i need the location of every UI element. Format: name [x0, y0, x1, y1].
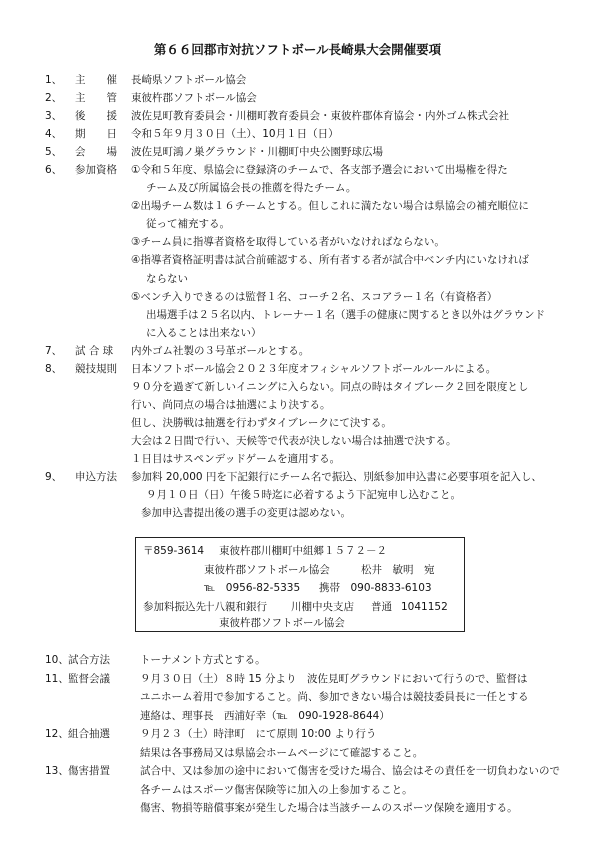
account-holder: 東彼杵郡ソフトボール協会: [219, 617, 345, 629]
item-line: 参加申込書提出後の選手の変更は認めない。: [141, 507, 351, 520]
item-number: 10、: [45, 654, 69, 666]
item-line: 波佐見町教育委員会・川棚町教育委員会・東彼杵郡体育協会・内外ゴム株式会社: [131, 110, 509, 123]
recipient: 松井 敏明 宛: [361, 564, 435, 576]
item-line: 各チームはスポーツ傷害保険等に加入の上参加すること。: [140, 783, 413, 796]
item-line: ９月２３（土）時津町 にて原則 10:00 より行う: [140, 728, 377, 740]
item-label: 組合抽選: [68, 728, 110, 740]
item-line: チーム及び所属協会長の推薦を得たチーム。: [146, 182, 357, 195]
item-number: 1、: [45, 74, 63, 86]
item-line: 大会は２日間で行い、天候等で代表が決しない場合は抽選で決する。: [131, 434, 457, 447]
item-line: 連絡は、理事長 西浦好幸（℡ 090-1928-8644）: [140, 709, 390, 722]
item-line: ９月３０日（土）８時 15 分より 波佐見町グラウンドにおいて行うので、監督は: [140, 672, 528, 685]
account-type: 普通: [371, 601, 392, 613]
account-holder-line: [136, 614, 464, 632]
item-content: [140, 762, 590, 818]
item-list-main: [45, 71, 590, 522]
contact-address-line: [136, 542, 464, 560]
item-number: 7、: [45, 344, 63, 357]
contact-box: [135, 537, 465, 632]
item-line: ９０分を過ぎて新しいイニングに入らない。同点の時はタイブレーク２回を限度とし: [131, 380, 529, 393]
item-injury-measures: [45, 762, 590, 818]
item-list-after: [45, 651, 590, 818]
item-label: 参加資格: [75, 164, 117, 177]
item-content: [131, 360, 590, 468]
item-dates: [45, 125, 590, 143]
item-content: [131, 125, 590, 143]
organization: 東彼杵郡ソフトボール協会: [204, 564, 330, 576]
item-line: トーナメント方式とする。: [140, 654, 266, 666]
item-line: 結果は各事務局又は県協会ホームページにて確認すること。: [140, 746, 424, 759]
contact-phone-line: [136, 579, 464, 597]
item-draw: [45, 725, 590, 762]
item-content: [140, 725, 590, 762]
item-content: [131, 143, 590, 161]
item-venue: [45, 143, 590, 161]
item-label: 会 場: [75, 146, 117, 159]
item-line: 出場選手は２５名以内、トレーナー１名（選手の健康に関するとき以外はグラウンド: [146, 308, 545, 321]
item-line: 令和５年９月３０日（土）、10月１日（日）: [131, 128, 339, 141]
item-managers-meeting: [45, 670, 590, 726]
item-sponsors: [45, 107, 590, 125]
item-line: 従って補充する。: [146, 218, 230, 231]
item-label: 期 日: [75, 128, 117, 141]
item-label: 傷害措置: [68, 765, 110, 777]
item-line: ９月１０日（日）午後５時迄に必着するよう下記宛申し込むこと。: [146, 489, 461, 502]
item-number: 3、: [45, 110, 63, 123]
item-line: に入ることは出来ない）: [146, 326, 262, 339]
item-number: 13、: [45, 765, 69, 777]
item-content: [131, 89, 590, 107]
item-line: ③チーム員に指導者資格を取得している者がいなければならない。: [131, 236, 445, 249]
item-line: 参加料 20,000 円を下記銀行にチーム名で振込、別紙参加申込書に必要事項を記入し、: [131, 471, 542, 484]
item-format: [45, 651, 590, 670]
item-content: [131, 107, 590, 125]
item-line: 内外ゴム社製の３号革ボールとする。: [131, 344, 310, 357]
item-number: 11、: [45, 672, 69, 685]
bank-branch: 川棚中央支店: [291, 601, 354, 613]
item-number: 8、: [45, 362, 63, 375]
item-number: 4、: [45, 128, 63, 141]
item-organizer: [45, 71, 590, 89]
item-application: [45, 468, 590, 522]
address: 東彼杵郡川棚町中組郷１５７２－２: [219, 545, 387, 557]
bank-name: 十八親和銀行: [204, 601, 267, 613]
item-label: 試 合 球: [75, 344, 114, 357]
item-content: [131, 468, 590, 522]
item-number: 12、: [45, 728, 69, 740]
account-number: 1041152: [401, 601, 448, 613]
item-line: 行い、尚同点の場合は抽選により決する。: [131, 398, 331, 411]
postal-code: 〒859-3614: [143, 545, 205, 557]
contact-recipient-line: [136, 561, 464, 579]
item-label: 競技規則: [75, 362, 117, 375]
item-line: ⑤ベンチ入りできるのは監督１名、コーチ２名、スコアラー１名（有資格者）: [131, 290, 498, 303]
item-line: 波佐見町鴻ノ巣グラウンド・川棚町中央公園野球広場: [131, 146, 383, 159]
item-label: 後 援: [75, 110, 117, 123]
item-number: 6、: [45, 164, 63, 177]
item-line: 日本ソフトボール協会２０２３年度オフィシャルソフトボールルールによる。: [131, 362, 497, 375]
item-host: [45, 89, 590, 107]
item-number: 2、: [45, 92, 63, 105]
item-line: ①令和５年度、県協会に登録済のチームで、各支部予選会において出場権を得た: [131, 164, 508, 177]
item-number: 5、: [45, 146, 63, 159]
item-content: [140, 670, 590, 726]
item-line: １日目はサスペンデッドゲームを適用する。: [131, 452, 341, 465]
item-line: ならない: [146, 272, 188, 285]
item-content: [131, 71, 590, 89]
item-line: 但し、決勝戦は抽選を行わずタイブレークにて決する。: [131, 416, 392, 429]
item-line: ②出場チーム数は１６チームとする。但しこれに満たない場合は県協会の補充順位に: [131, 200, 529, 213]
item-label: 申込方法: [75, 471, 117, 484]
item-line: 傷害、物損等賠償事案が発生した場合は当該チームのスポーツ保険を適用する。: [140, 802, 518, 814]
item-number: 9、: [45, 471, 63, 484]
item-content: [131, 161, 590, 341]
document-title: 第６６回郡市対抗ソフトボール長崎県大会開催要項: [153, 42, 442, 57]
item-content: [140, 651, 590, 670]
item-label: 試合方法: [68, 654, 110, 666]
item-rules: [45, 360, 590, 468]
item-line: 試合中、又は参加の途中において傷害を受けた場合、協会はその責任を一切負わないので: [140, 765, 560, 777]
item-game-ball: [45, 342, 590, 360]
item-line: ④指導者資格証明書は試合前確認する、所有者する者が試合中ベンチ内にいなければ: [131, 254, 529, 267]
item-label: 監督会議: [68, 672, 110, 685]
item-label: 主 催: [75, 74, 117, 86]
tel: ℡ 0956-82-5335: [204, 582, 301, 594]
item-line: 長崎県ソフトボール協会: [131, 74, 247, 86]
item-content: [131, 342, 590, 360]
item-eligibility: [45, 161, 590, 341]
mobile: 携帯 090-8833-6103: [319, 582, 432, 594]
item-line: 東彼杵郡ソフトボール協会: [131, 92, 257, 105]
item-line: ユニホーム着用で参加すること。尚、参加できない場合は競技委員長に一任とする: [140, 691, 529, 703]
transfer-label: 参加料振込先: [143, 601, 206, 613]
item-label: 主 管: [75, 92, 117, 105]
